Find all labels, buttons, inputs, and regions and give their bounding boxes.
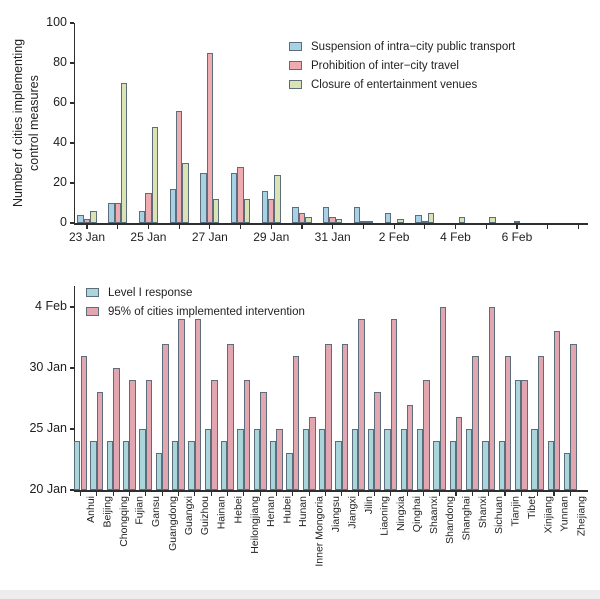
bar-95pct-Jiangxi (342, 344, 348, 490)
x-tick-mark (117, 225, 118, 230)
x-tick-mark (570, 492, 571, 497)
prohibition-swatch-icon (289, 61, 302, 70)
province-label-Qinghai: Qinghai (411, 496, 424, 533)
bottom-x-axis-line (74, 490, 589, 492)
level1-swatch-icon (86, 288, 99, 297)
province-label-Ningxia: Ningxia (395, 496, 408, 532)
bottom-legend (86, 283, 305, 321)
legend-item-prohibition (289, 56, 515, 75)
province-label-Yunnan: Yunnan (558, 496, 571, 532)
x-tick-mark (358, 492, 359, 497)
y-tick-mark (70, 428, 75, 429)
x-tick-mark (145, 492, 146, 497)
province-label-Shanghai: Shanghai (460, 496, 473, 541)
province-label-Jiangxi: Jiangxi (346, 496, 359, 529)
bar-95pct-Inner Mongoria (309, 417, 315, 490)
y-tick-label: 0 (60, 215, 67, 229)
y-tick-mark (70, 222, 75, 223)
bottom-edge-strip (0, 590, 600, 599)
legend-label: 95% of cities implemented intervention (108, 305, 305, 318)
x-tick-mark (148, 225, 149, 230)
province-label-Inner Mongoria: Inner Mongoria (313, 496, 326, 567)
top-legend (289, 37, 515, 94)
y-tick-label: 30 Jan (29, 360, 67, 374)
x-tick-mark (341, 492, 342, 497)
province-label-Sichuan: Sichuan (493, 496, 506, 534)
suspension-swatch-icon (289, 42, 302, 51)
bar-27-Jan-s2 (213, 199, 219, 223)
bar-95pct-Tianjin (505, 356, 511, 490)
bar-95pct-Fujian (129, 380, 135, 490)
province-label-Gansu: Gansu (150, 496, 163, 527)
legend-label: Level I response (108, 286, 193, 299)
legend-item-95pct (86, 302, 305, 321)
x-tick-mark (86, 225, 87, 230)
x-tick-mark (374, 492, 375, 497)
x-tick-mark (243, 492, 244, 497)
legend-label: Closure of entertainment venues (311, 78, 478, 91)
x-tick-mark (194, 492, 195, 497)
x-tick-mark (309, 492, 310, 497)
bar-95pct-Yunnan (554, 331, 560, 490)
x-tick-mark (178, 492, 179, 497)
x-tick-mark (472, 492, 473, 497)
bar-95pct-Anhui (81, 356, 87, 490)
x-tick-mark (390, 492, 391, 497)
y-axis-title-line1: Number of cities implementing (11, 38, 25, 208)
province-label-Guizhou: Guizhou (199, 496, 212, 536)
bar-27-Jan-s1 (207, 53, 213, 223)
x-tick-mark (325, 492, 326, 497)
y-tick-label: 20 (53, 175, 67, 189)
bar-95pct-Hubei (276, 429, 282, 490)
x-tick-mark (516, 225, 517, 230)
bar-30-Jan-s2 (305, 217, 311, 223)
bar-95pct-Beijing (97, 392, 103, 490)
x-tick-label: 4 Feb (440, 230, 471, 244)
x-tick-mark (162, 492, 163, 497)
x-tick-mark (547, 225, 548, 230)
province-label-Jiangsu: Jiangsu (329, 496, 342, 533)
bar-95pct-Shaanxi (423, 380, 429, 490)
y-tick-mark (70, 367, 75, 368)
x-tick-mark (455, 225, 456, 230)
bar-28-Jan-s2 (244, 199, 250, 223)
y-tick-label: 25 Jan (29, 421, 67, 435)
95pct-swatch-icon (86, 307, 99, 316)
bar-95pct-Jiangsu (325, 344, 331, 490)
x-tick-mark (260, 492, 261, 497)
province-label-Chongqing: Chongqing (117, 496, 130, 547)
province-label-Guangxi: Guangxi (182, 496, 195, 536)
bar-95pct-Gansu (146, 380, 152, 490)
x-tick-mark (292, 492, 293, 497)
x-tick-mark (276, 492, 277, 497)
bar-3-Feb-s2 (428, 213, 434, 223)
x-tick-mark (211, 492, 212, 497)
province-label-Zhejiang: Zhejiang (574, 496, 587, 537)
province-label-Hebei: Hebei (231, 496, 244, 524)
x-tick-mark (578, 225, 579, 230)
y-tick-label: 40 (53, 135, 67, 149)
y-tick-label: 60 (53, 95, 67, 109)
bar-95pct-Xinjiang (538, 356, 544, 490)
legend-label: Suspension of intra−city public transport (311, 40, 516, 53)
x-tick-mark (332, 225, 333, 230)
x-tick-mark (363, 225, 364, 230)
province-label-Fujian: Fujian (134, 496, 146, 525)
legend-label: Prohibition of inter−city travel (311, 59, 459, 72)
bar-95pct-Sichuan (489, 307, 495, 490)
bar-95pct-Hainan (211, 380, 217, 490)
bar-95pct-Heilongjiang (244, 380, 250, 490)
bar-26-Jan-s2 (182, 163, 188, 223)
province-label-Hunan: Hunan (297, 496, 310, 527)
x-tick-label: 29 Jan (253, 230, 290, 244)
x-tick-label: 31 Jan (314, 230, 351, 244)
province-label-Tianjin: Tianjin (509, 496, 522, 527)
bar-95pct-Jilin (358, 319, 364, 490)
y-tick-mark (70, 62, 75, 63)
bar-31-Jan-s2 (336, 219, 342, 223)
province-label-Shanxi: Shanxi (476, 496, 489, 529)
province-label-Shandong: Shandong (444, 496, 457, 544)
bar-4-Feb-s2 (459, 217, 465, 223)
x-tick-mark (407, 492, 408, 497)
y-tick-mark (70, 142, 75, 143)
bar-95pct-Liaoning (374, 392, 380, 490)
x-tick-mark (179, 225, 180, 230)
x-tick-mark (488, 492, 489, 497)
bar-29-Jan-s2 (274, 175, 280, 223)
x-tick-mark (521, 492, 522, 497)
bar-95pct-Hebei (227, 344, 233, 490)
bar-95pct-Hunan (293, 356, 299, 490)
bar-5-Feb-s2 (489, 217, 495, 223)
top-y-axis-line (74, 23, 76, 225)
province-label-Beijing: Beijing (101, 496, 114, 528)
province-label-Hainan: Hainan (215, 496, 228, 530)
y-tick-mark (70, 182, 75, 183)
legend-item-suspension (289, 37, 515, 56)
x-tick-mark (504, 492, 505, 497)
y-tick-mark (70, 22, 75, 23)
x-tick-mark (423, 492, 424, 497)
x-tick-mark (553, 492, 554, 497)
x-tick-label: 23 Jan (68, 230, 106, 244)
x-tick-mark (301, 225, 302, 230)
x-tick-mark (80, 492, 81, 497)
bar-95pct-Shanghai (456, 417, 462, 490)
top-y-axis-title (10, 23, 44, 223)
bar-95pct-Zhejiang (570, 344, 576, 490)
bar-95pct-Shandong (440, 307, 446, 490)
province-label-Anhui: Anhui (85, 496, 97, 523)
bar-95pct-Chongqing (113, 368, 119, 490)
y-tick-label: 20 Jan (29, 482, 67, 496)
bar-95pct-Guangxi (178, 319, 184, 490)
y-tick-label: 4 Feb (35, 299, 67, 313)
top-x-axis-line (74, 223, 589, 225)
x-tick-mark (439, 492, 440, 497)
x-tick-mark (227, 492, 228, 497)
province-label-Shaanxi: Shaanxi (427, 496, 440, 534)
province-label-Xinjiang: Xinjiang (542, 496, 555, 534)
legend-item-level1 (86, 283, 305, 302)
bar-95pct-Qinghai (407, 405, 413, 490)
x-tick-mark (240, 225, 241, 230)
x-tick-mark (424, 225, 425, 230)
x-tick-mark (209, 225, 210, 230)
bar-23-Jan-s2 (90, 211, 96, 223)
x-tick-mark (129, 492, 130, 497)
x-tick-label: 27 Jan (191, 230, 228, 244)
province-label-Hubei: Hubei (280, 496, 293, 524)
x-tick-label: 6 Feb (501, 230, 533, 244)
y-axis-title-line2: control measures (27, 75, 41, 171)
province-label-Heilongjiang: Heilongjiang (248, 496, 261, 554)
legend-item-closure (289, 75, 515, 94)
y-tick-label: 100 (46, 15, 67, 29)
x-tick-mark (455, 492, 456, 497)
bar-2-Feb-s0 (385, 213, 391, 223)
x-tick-mark (96, 492, 97, 497)
x-tick-mark (486, 225, 487, 230)
bar-1-Feb-s2 (367, 221, 373, 223)
province-label-Liaoning: Liaoning (378, 496, 391, 536)
x-tick-mark (394, 225, 395, 230)
y-tick-label: 80 (53, 55, 67, 69)
bar-95pct-Tibet (521, 380, 527, 490)
y-tick-mark (70, 306, 75, 307)
province-label-Guangdong: Guangdong (166, 496, 179, 551)
bar-24-Jan-s2 (121, 83, 127, 223)
bar-25-Jan-s2 (152, 127, 158, 223)
province-label-Henan: Henan (264, 496, 277, 527)
x-tick-label: 25 Jan (130, 230, 167, 244)
x-tick-mark (271, 225, 272, 230)
bar-6-Feb-s1 (514, 221, 520, 223)
bar-95pct-Guangdong (162, 344, 168, 490)
bar-95pct-Shanxi (472, 356, 478, 490)
bar-2-Feb-s2 (397, 219, 403, 223)
y-tick-mark (70, 102, 75, 103)
x-tick-label: 2 Feb (378, 230, 410, 244)
bar-95pct-Henan (260, 392, 266, 490)
bar-95pct-Ningxia (391, 319, 397, 490)
x-tick-mark (113, 492, 114, 497)
province-label-Tibet: Tibet (525, 496, 538, 519)
x-tick-mark (537, 492, 538, 497)
province-label-Jilin: Jilin (362, 496, 375, 515)
closure-swatch-icon (289, 80, 302, 89)
bar-95pct-Guizhou (195, 319, 201, 490)
